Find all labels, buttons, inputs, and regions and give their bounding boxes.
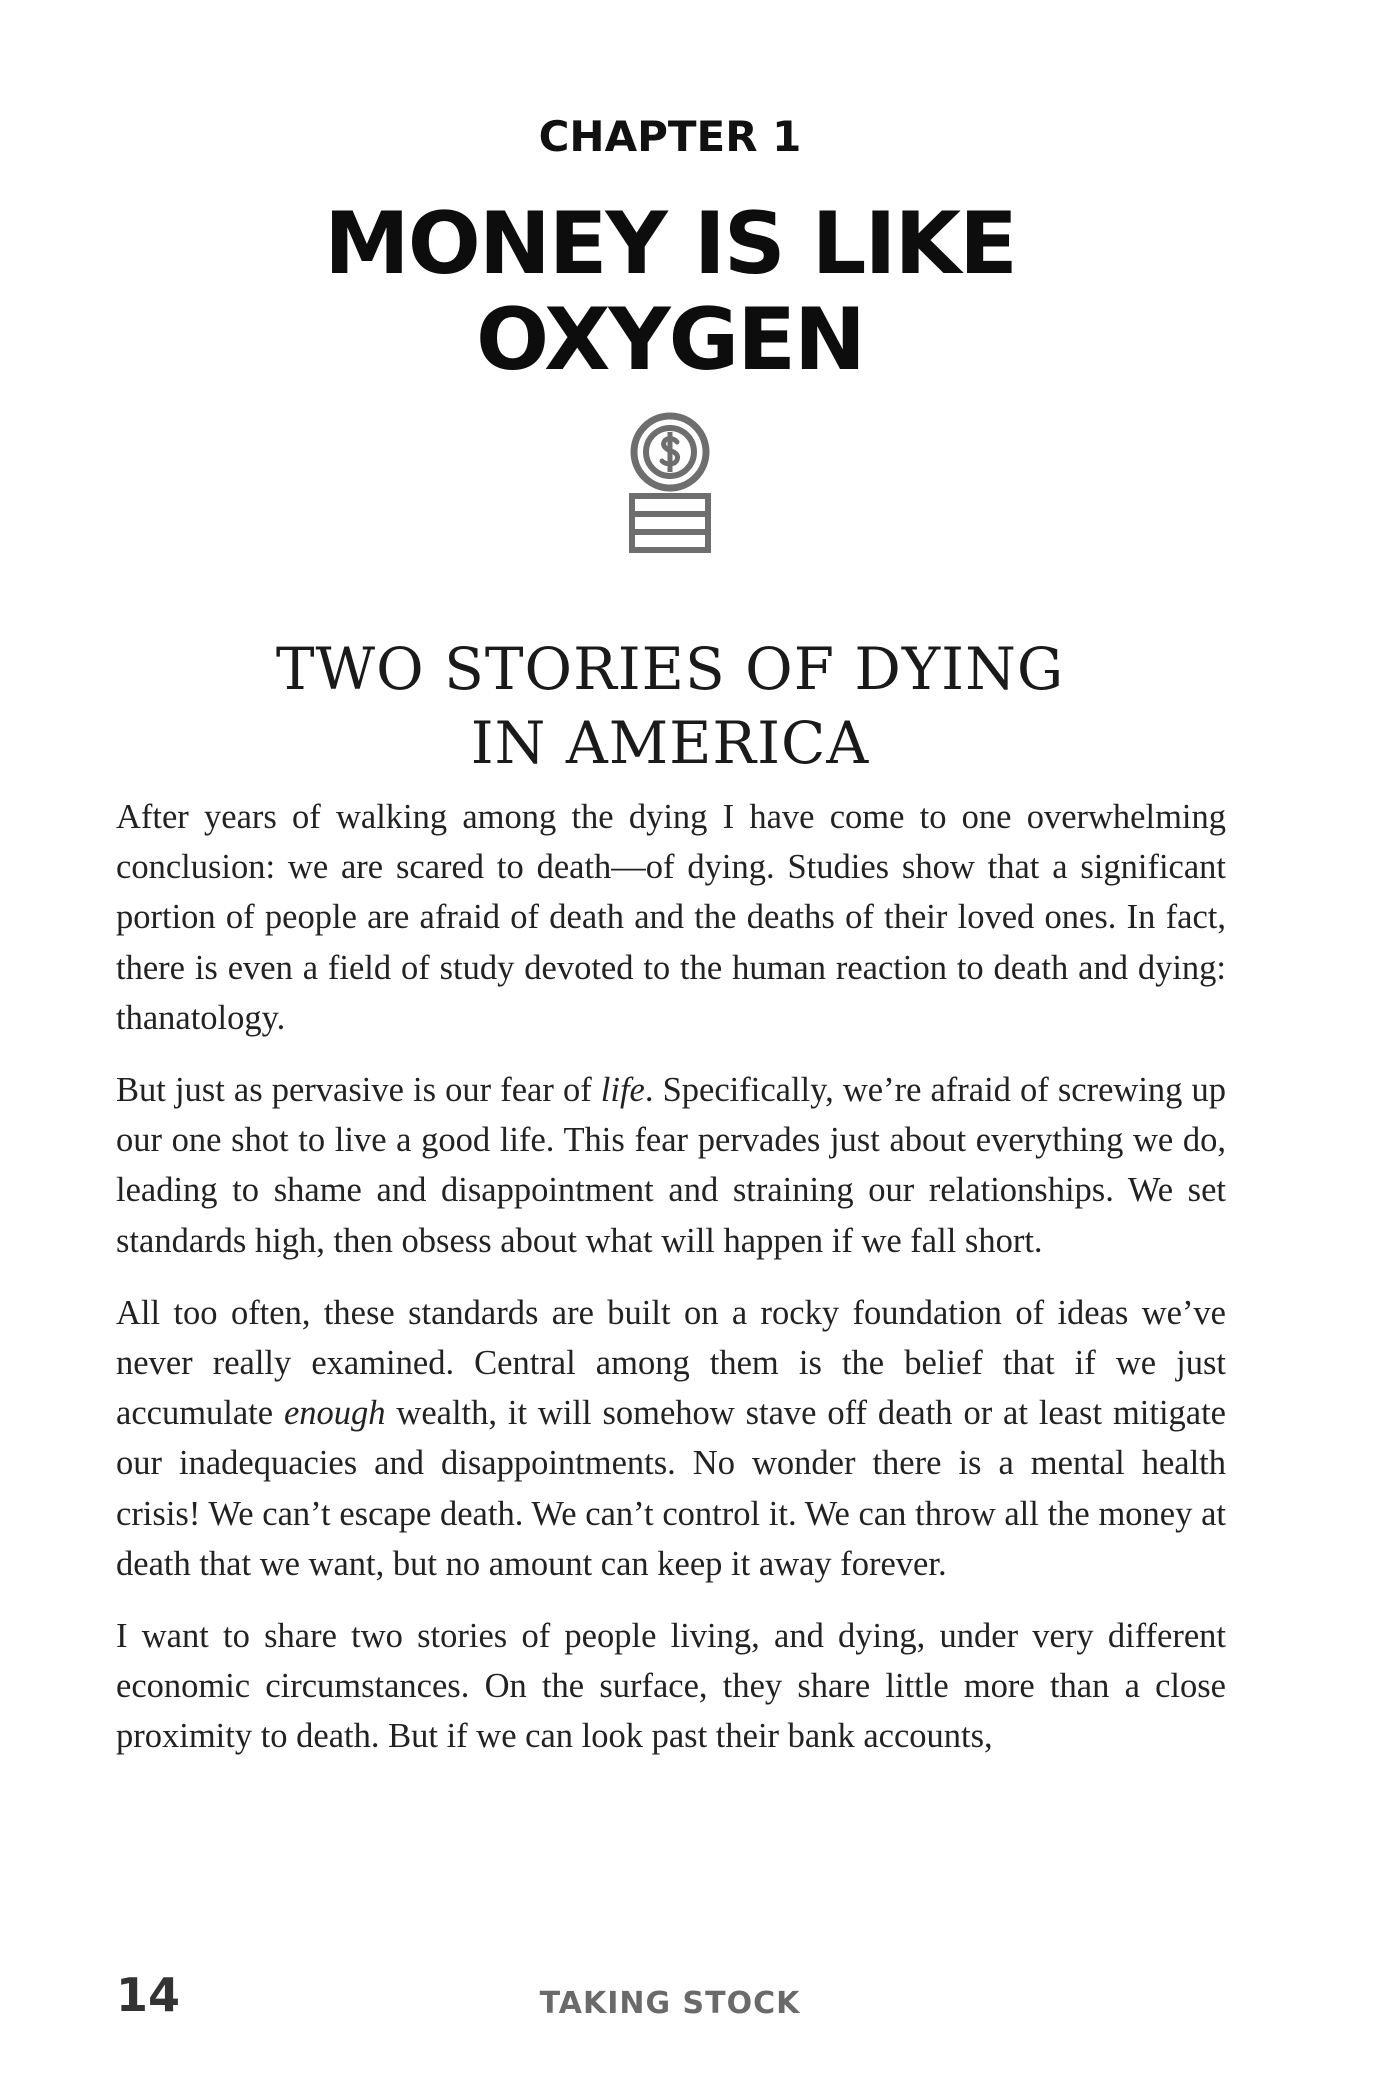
chapter-title-line-1: MONEY IS LIKE <box>324 194 1016 294</box>
chapter-title-line-2: OXYGEN <box>476 290 864 390</box>
chapter-label: CHAPTER 1 <box>538 112 802 161</box>
running-head: TAKING STOCK <box>539 1986 801 2021</box>
paragraph-3-start: All too often, these standards are built on a rocky foundation of ideas we’ve never really examined. Central among them is the belief that if we just accumulate <box>116 1293 1226 1433</box>
paragraph-2-end: . Specifically, we’re afraid of screwing up our one shot to live a good life. This fear pervades just about everything we do, leading to shame and disappointment and straining our relationships. We set standards high, then obsess about what will happen if we fall short. <box>116 1071 1227 1260</box>
paragraph-2-start: But just as pervasive is our fear of <box>116 1071 601 1110</box>
paragraph-3 <box>116 1288 1226 1589</box>
section-title <box>0 632 1340 780</box>
section-title-line-1: TWO STORIES OF DYING <box>275 635 1065 703</box>
coin-stack-icon <box>624 410 716 560</box>
paragraph-2 <box>116 1065 1226 1266</box>
paragraph-3-end: wealth, it will somehow stave off death or at least mitigate our inadequacies and disappointments. No wonder there is a mental health crisis! We can’t escape death. We can’t control it. We can throw all the money at death that we want, but no amount can keep it away forever. <box>116 1394 1226 1583</box>
emphasis-life: life <box>600 1071 645 1110</box>
page-number: 14 <box>116 1968 181 2022</box>
paragraph-1: After years of walking among the dying I have come to one overwhelming conclusion: we are scared to death—of dying. Studies show that a significant portion of people are afraid of death and the deaths of their loved ones. In fact, there is even a field of study devoted to the human reaction to death and dying: thanatology. <box>116 798 1226 1037</box>
chapter-title <box>0 196 1340 388</box>
paragraph-4: I want to share two stories of people living, and dying, under very different economic circumstances. On the surface, they share little more than a close proximity to death. But if we can look past their bank accounts, <box>116 1617 1226 1756</box>
section-title-line-2: IN AMERICA <box>470 709 870 777</box>
emphasis-enough: enough <box>283 1394 386 1433</box>
body-text <box>116 792 1226 1784</box>
